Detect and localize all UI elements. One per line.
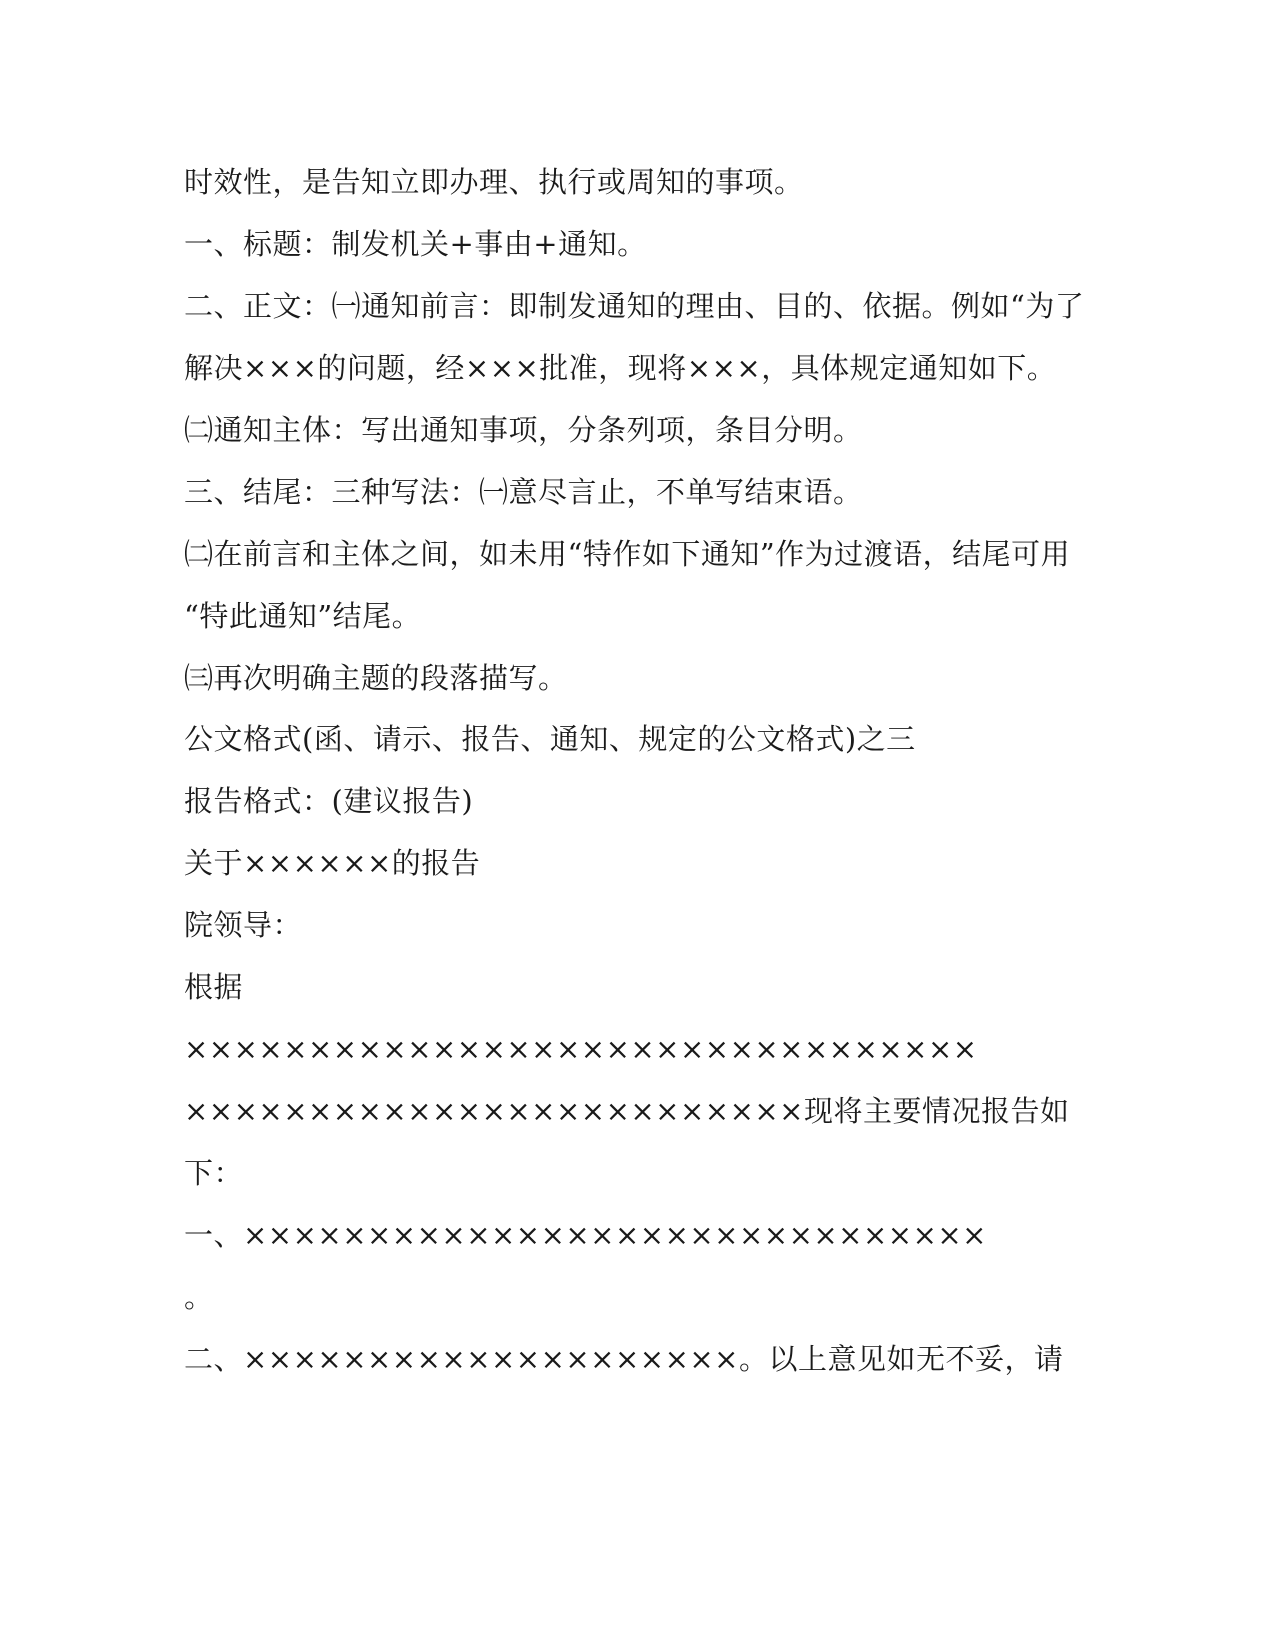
text-line: 。 bbox=[184, 1280, 214, 1314]
text-line: 公文格式(函、请示、报告、通知、规定的公文格式)之三 bbox=[184, 722, 916, 756]
text-line: 关于××××××的报告 bbox=[184, 846, 481, 880]
text-line: ×××××××××××××××××××××××××××××××× bbox=[184, 1032, 978, 1066]
text-line: 根据 bbox=[184, 970, 244, 1004]
text-line: 解决×××的问题，经×××批准，现将×××，具体规定通知如下。 bbox=[184, 351, 1057, 385]
text-line: 时效性，是告知立即办理、执行或周知的事项。 bbox=[184, 165, 804, 199]
text-line: ㈡在前言和主体之间，如未用“特作如下通知”作为过渡语，结尾可用 bbox=[184, 537, 1071, 571]
text-line: 一、标题：制发机关+事由+通知。 bbox=[184, 227, 647, 261]
text-line: 二、××××××××××××××××××××。以上意见如无不妥，请 bbox=[184, 1342, 1064, 1376]
text-line: ㈢再次明确主题的段落描写。 bbox=[184, 661, 568, 695]
text-line: 三、结尾：三种写法：㈠意尽言止，不单写结束语。 bbox=[184, 475, 863, 509]
text-line: 院领导： bbox=[184, 908, 303, 942]
text-line: “特此通知”结尾。 bbox=[184, 599, 422, 633]
text-line: ㈡通知主体：写出通知事项，分条列项，条目分明。 bbox=[184, 413, 863, 447]
text-line: 一、×××××××××××××××××××××××××××××× bbox=[184, 1218, 987, 1252]
text-line: 下： bbox=[184, 1156, 244, 1190]
text-line: 报告格式：(建议报告) bbox=[184, 784, 474, 818]
text-line: ×××××××××××××××××××××××××现将主要情况报告如 bbox=[184, 1094, 1070, 1128]
text-line: 二、正文：㈠通知前言：即制发通知的理由、目的、依据。例如“为了 bbox=[184, 289, 1085, 323]
